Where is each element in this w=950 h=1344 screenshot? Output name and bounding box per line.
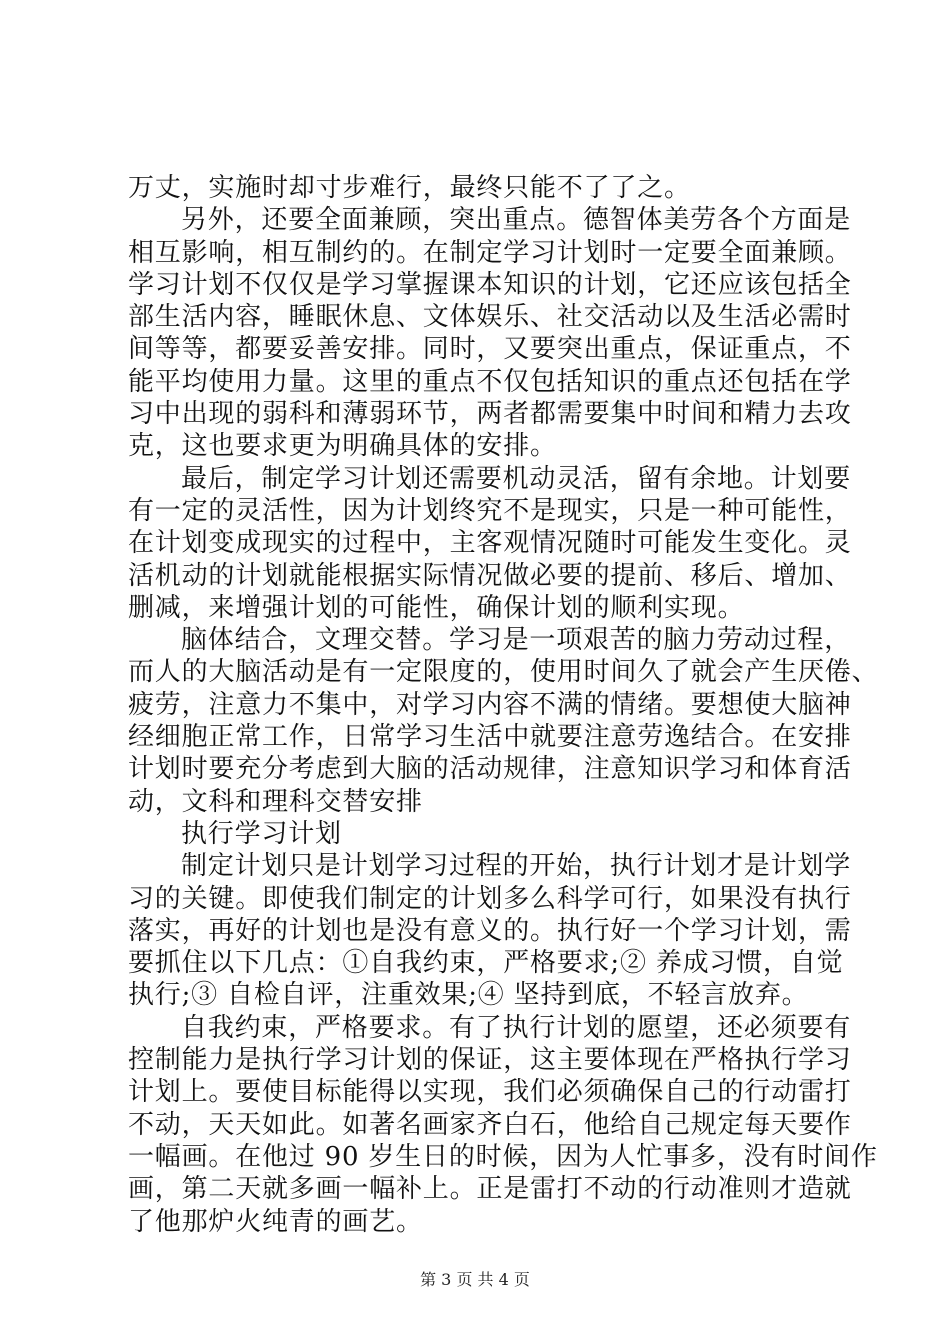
text-line: 了他那炉火纯青的画艺。 (128, 1206, 423, 1237)
text-line: 万丈，实施时却寸步难行，最终只能不了了之。 (128, 173, 691, 203)
text-line: 最后，制定学习计划还需要机动灵活，留有余地。计划要 (181, 463, 852, 494)
text-line: 在计划变成现实的过程中，主客观情况随时可能发生变化。灵 (128, 528, 852, 559)
text-line: 经细胞正常工作，日常学习生活中就要注意劳逸结合。在安排 (128, 722, 852, 753)
text-line: 相互影响，相互制约的。在制定学习计划时一定要全面兼顾。 (128, 237, 852, 268)
text-line: 习中出现的弱科和薄弱环节，两者都需要集中时间和精力去攻 (128, 399, 852, 430)
text-line: 制定计划只是计划学习过程的开始，执行计划才是计划学 (181, 851, 852, 882)
text-line: 部生活内容，睡眠休息、文体娱乐、社交活动以及生活必需时 (128, 302, 852, 333)
text-line: 执行;③ 自检自评，注重效果;④ 坚持到底，不轻言放弃。 (128, 980, 809, 1011)
text-line: 自我约束，严格要求。有了执行计划的愿望，还必须要有 (181, 1012, 852, 1043)
text-line: 画，第二天就多画一幅补上。正是雷打不动的行动准则才造就 (128, 1174, 852, 1205)
text-line: 不动，天天如此。如著名画家齐白石，他给自己规定每天要作 (128, 1109, 852, 1140)
text-line: 克，这也要求更为明确具体的安排。 (128, 431, 557, 462)
text-line: 习的关键。即使我们制定的计划多么科学可行，如果没有执行 (128, 883, 852, 914)
text-line: 控制能力是执行学习计划的保证，这主要体现在严格执行学习 (128, 1045, 852, 1076)
text-line: 脑体结合，文理交替。学习是一项艰苦的脑力劳动过程， (181, 625, 852, 656)
text-line: 计划时要充分考虑到大脑的活动规律，注意知识学习和体育活 (128, 754, 852, 785)
text-line: 执行学习计划 (181, 818, 342, 849)
text-line: 间等等，都要妥善安排。同时，又要突出重点，保证重点，不 (128, 334, 852, 365)
text-line: 落实，再好的计划也是没有意义的。执行好一个学习计划，需 (128, 915, 852, 946)
text-line: 能平均使用力量。这里的重点不仅包括知识的重点还包括在学 (128, 366, 852, 397)
text-line: 计划上。要使目标能得以实现，我们必须确保自己的行动雷打 (128, 1077, 852, 1108)
text-line: 一幅画。在他过 90 岁生日的时候，因为人忙事多，没有时间作 (128, 1141, 878, 1172)
text-line: 另外，还要全面兼顾，突出重点。德智体美劳各个方面是 (181, 205, 852, 236)
text-line: 动，文科和理科交替安排 (128, 786, 423, 817)
page-number-footer: 第 3 页 共 4 页 (420, 1270, 530, 1289)
text-line: 疲劳，注意力不集中，对学习内容不满的情绪。要想使大脑神 (128, 689, 852, 720)
text-line: 删减，来增强计划的可能性，确保计划的顺利实现。 (128, 592, 745, 623)
text-line: 要抓住以下几点：①自我约束，严格要求;② 养成习惯，自觉 (128, 948, 844, 979)
document-body (128, 172, 879, 1238)
text-line: 活机动的计划就能根据实际情况做必要的提前、移后、增加、 (128, 560, 852, 591)
text-line: 有一定的灵活性，因为计划终究不是现实，只是一种可能性， (128, 495, 852, 526)
text-line: 而人的大脑活动是有一定限度的，使用时间久了就会产生厌倦、 (128, 657, 879, 688)
text-line: 学习计划不仅仅是学习掌握课本知识的计划，它还应该包括全 (128, 269, 852, 300)
